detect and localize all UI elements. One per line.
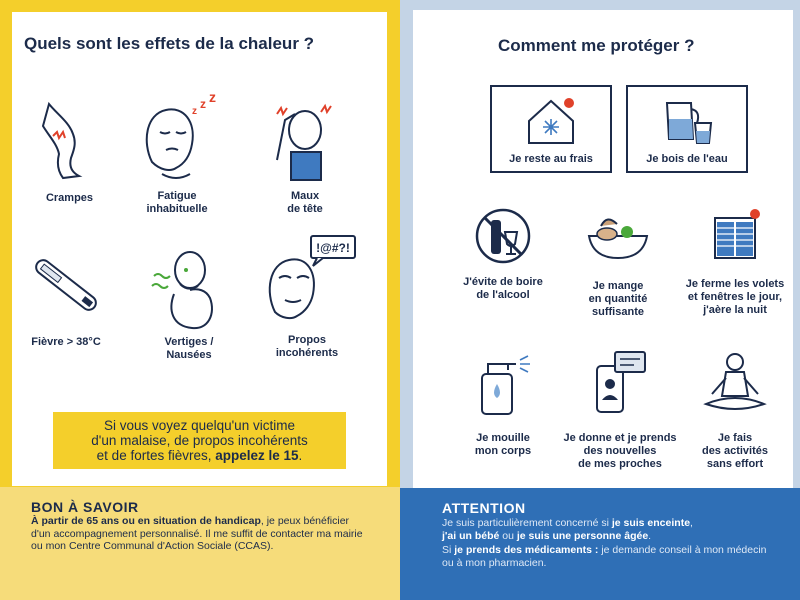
speech-bubble-text: !@#?!: [316, 241, 350, 255]
attention-bold: je prends des médicaments :: [454, 544, 599, 556]
effect-label: Maux de tête: [287, 190, 323, 215]
phone-message-icon: [585, 350, 655, 416]
food-bowl-icon: [583, 210, 653, 266]
protection-title: Comment me protéger ?: [498, 36, 695, 55]
effects-panel: [12, 12, 387, 486]
attention-text-2: [442, 544, 777, 569]
svg-text:z: z: [192, 106, 197, 117]
tip-stay-cool: [490, 85, 612, 173]
bon-a-savoir-text: [31, 515, 366, 553]
protection-section: [400, 0, 800, 600]
tip-no-alcohol: [443, 206, 563, 302]
bon-a-savoir-title: BON À SAVOIR: [31, 499, 139, 515]
tip-drink-water: [626, 85, 748, 173]
attention-text-part: ou: [499, 529, 517, 542]
effect-label: Fatigue inhabituelle: [146, 190, 208, 215]
attention-bold: j'ai un bébé: [442, 529, 500, 542]
cool-house-icon: [521, 95, 581, 147]
bon-a-savoir-box: [0, 487, 400, 600]
svg-text:z: z: [209, 92, 216, 105]
svg-text:z: z: [200, 97, 206, 111]
effect-incoherent: [252, 234, 362, 360]
nausea-icon: [144, 240, 234, 332]
attention-title: ATTENTION: [442, 500, 526, 516]
tip-label: Je bois de l'eau: [646, 153, 728, 165]
attention-text-part: .: [648, 529, 652, 542]
thermometer-icon: [26, 250, 106, 320]
alert-end: .: [298, 448, 303, 463]
shutters-icon: [705, 204, 765, 264]
attention-text-part: Si: [442, 544, 455, 556]
no-alcohol-icon: [473, 206, 533, 266]
effect-label: Vertiges / Nausées: [164, 336, 214, 361]
attention-box: [400, 488, 800, 600]
effect-label: Crampes: [45, 192, 94, 204]
alert-line-3: [53, 448, 346, 463]
effects-title: Quels sont les effets de la chaleur ?: [24, 34, 315, 53]
alert-line-2: d'un malaise, de propos incohérents: [91, 433, 308, 448]
emergency-alert-box: [53, 412, 346, 469]
incoherent-speech-icon: [257, 234, 357, 332]
attention-bold: je suis enceinte: [611, 517, 691, 529]
headache-icon: [265, 92, 345, 184]
bon-a-savoir-body: , je peux bénéficier d'un accompagnement personnalisé. Il me suffit de contacter ma mairie ou mon Centre Communal d'Action Sociale (CCAS).: [31, 515, 363, 552]
tip-label: Je reste au frais: [509, 153, 593, 165]
effect-fatigue: [122, 92, 232, 216]
bon-a-savoir-bold: À partir de 65 ans ou en situation de handicap: [31, 515, 261, 527]
attention-text-part: Je suis particulièrement concerné si: [442, 517, 612, 529]
tip-label: Je donne et je prends des nouvelles de mes proches: [563, 432, 677, 470]
attention-text-part: je demande conseil à mon médecin ou à mon pharmacien.: [442, 544, 767, 569]
leg-cramp-icon: [35, 100, 105, 182]
tip-eat-enough: [563, 210, 673, 319]
tired-face-icon: [132, 92, 222, 184]
alert-line-3-text: et de fortes fièvres,: [96, 448, 212, 463]
alert-line-1: Si vous voyez quelqu'un victime: [104, 418, 295, 433]
effect-fever: [16, 250, 116, 349]
attention-text-part: ,: [690, 517, 693, 529]
attention-bold: je suis une personne âgée: [516, 529, 649, 542]
call-15-text: appelez le 15: [215, 448, 299, 463]
tip-label: Je mange en quantité suffisante: [588, 280, 648, 318]
protection-panel: [413, 10, 793, 488]
tip-label: J'évite de boire de l'alcool: [463, 276, 543, 301]
tip-label: Je mouille mon corps: [474, 432, 532, 457]
tip-no-effort: [675, 350, 795, 471]
effect-label: Propos incohérents: [275, 334, 339, 359]
attention-text-1: [442, 517, 792, 542]
water-jug-icon: [657, 95, 717, 147]
tip-label: Je ferme les volets et fenêtres le jour, j'aère la nuit: [685, 278, 785, 316]
tip-label: Je fais des activités sans effort: [701, 432, 769, 470]
meditation-icon: [700, 350, 770, 416]
effect-headache: [250, 92, 360, 216]
spray-bottle-icon: [468, 350, 538, 416]
tip-shutters: [675, 204, 795, 317]
effect-label: Fièvre > 38°C: [31, 336, 101, 348]
effect-cramps: [22, 100, 117, 205]
effect-dizziness: [134, 240, 244, 362]
